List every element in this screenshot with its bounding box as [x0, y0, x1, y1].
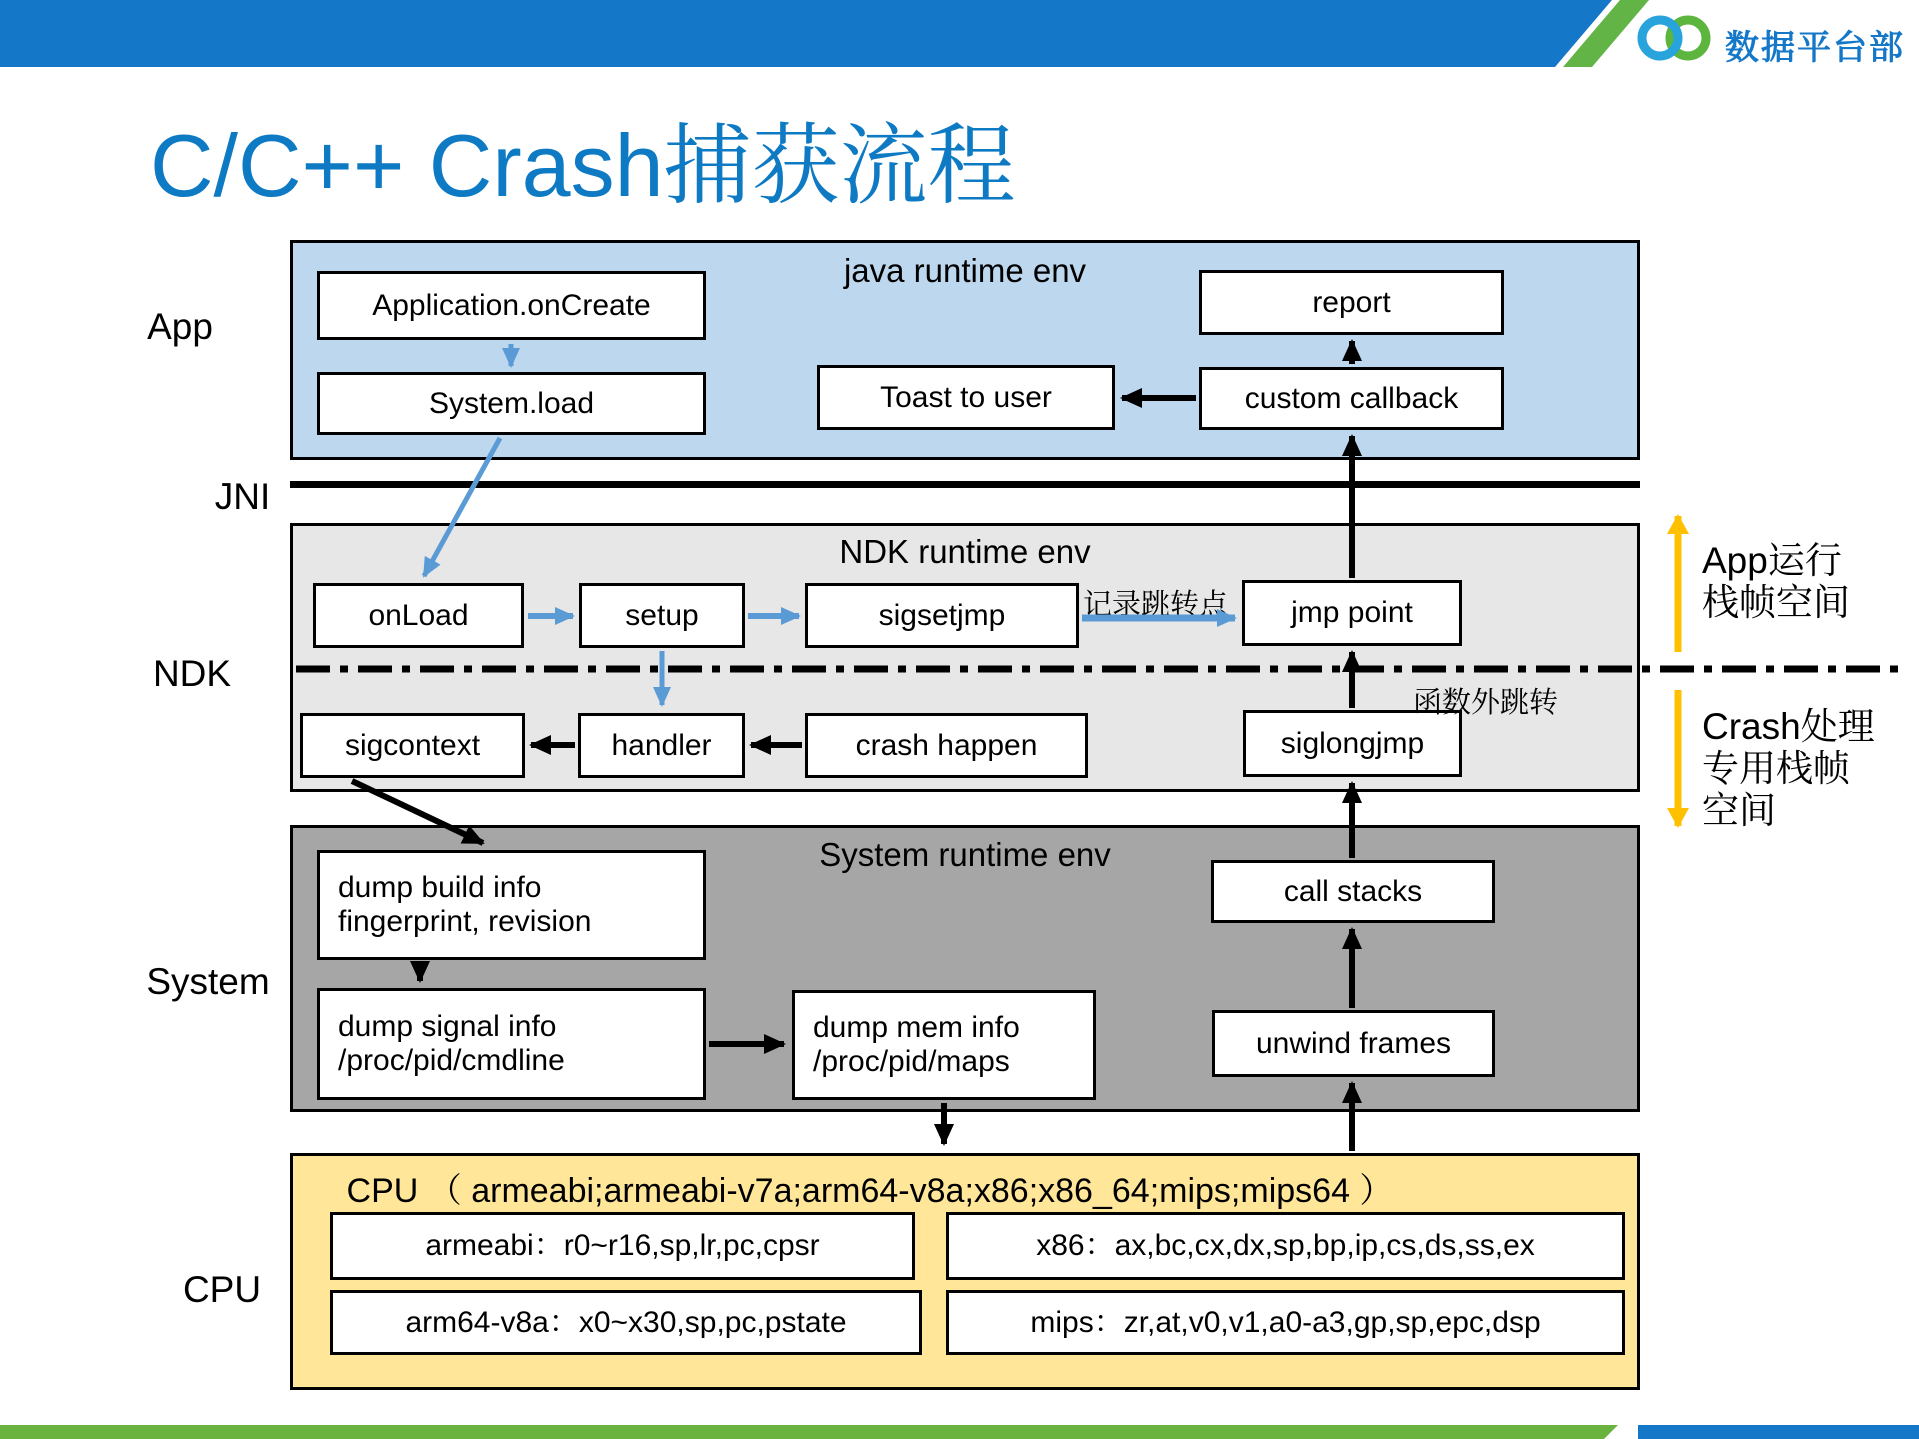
dump-build-line1: dump build info — [338, 871, 542, 905]
dump-signal-line1: dump signal info — [338, 1010, 557, 1044]
layer-label-ndk: NDK — [152, 653, 232, 694]
bottom-banner-green — [0, 1425, 1618, 1439]
jni-boundary-line — [290, 481, 1640, 488]
system-runtime-env-title: System runtime env — [819, 836, 1111, 873]
node-onload: onLoad — [313, 583, 524, 648]
bottom-banner-blue — [1638, 1425, 1919, 1439]
node-dump-mem-info — [792, 990, 1096, 1100]
node-cpu-x86: x86：ax,bc,cx,dx,sp,bp,ip,cs,ds,ss,ex — [946, 1212, 1625, 1280]
node-cpu-mips: mips：zr,at,v0,v1,a0-a3,gp,sp,epc,dsp — [946, 1290, 1625, 1355]
layer-label-cpu: CPU — [182, 1269, 262, 1310]
layer-label-jni: JNI — [214, 476, 271, 517]
record-jump-note: 记录跳转点 — [1083, 589, 1229, 621]
top-banner — [0, 0, 1612, 67]
out-of-function-note: 函数外跳转 — [1413, 687, 1559, 719]
node-report: report — [1199, 270, 1504, 335]
infinity-logo-icon — [1630, 10, 1722, 66]
node-sigsetjmp: sigsetjmp — [805, 583, 1079, 648]
node-custom-callback: custom callback — [1199, 367, 1504, 430]
node-cpu-armeabi: armeabi：r0~r16,sp,lr,pc,cpsr — [330, 1212, 915, 1280]
node-crash-happen: crash happen — [805, 713, 1088, 778]
layer-label-system: System — [146, 961, 270, 1002]
dump-build-line2: fingerprint, revision — [338, 905, 592, 938]
app-stack-note — [1702, 540, 1850, 624]
node-sigcontext: sigcontext — [300, 713, 525, 778]
app-stack-note-line2: 栈帧空间 — [1702, 582, 1850, 623]
crash-stack-note-line3: 空间 — [1702, 790, 1776, 831]
node-setup: setup — [579, 583, 745, 648]
node-unwind-frames: unwind frames — [1212, 1010, 1495, 1077]
node-toast-to-user: Toast to user — [817, 365, 1115, 430]
crash-stack-note — [1702, 706, 1875, 832]
cpu-header: CPU （ armeabi;armeabi-v7a;arm64-v8a;x86;x86_64;mips;mips64 ） — [346, 1172, 1394, 1210]
brand-name: 数据平台部 — [1725, 29, 1905, 67]
node-handler: handler — [578, 713, 745, 778]
node-call-stacks: call stacks — [1211, 860, 1495, 923]
node-application-oncreate: Application.onCreate — [317, 271, 706, 340]
dump-mem-line1: dump mem info — [813, 1011, 1020, 1045]
node-dump-build-info — [317, 850, 706, 960]
layer-label-app: App — [147, 306, 213, 347]
node-jmp-point: jmp point — [1242, 580, 1462, 646]
crash-stack-note-line1: Crash处理 — [1702, 706, 1875, 747]
node-system-load: System.load — [317, 372, 706, 435]
java-runtime-env-title: java runtime env — [843, 252, 1087, 289]
crash-stack-note-line2: 专用栈帧 — [1702, 748, 1850, 789]
ndk-runtime-env-title: NDK runtime env — [839, 533, 1091, 570]
page-title: C/C++ Crash捕获流程 — [150, 116, 1016, 215]
node-cpu-arm64: arm64-v8a：x0~x30,sp,pc,pstate — [330, 1290, 922, 1355]
node-dump-signal-info — [317, 988, 706, 1100]
dump-signal-line2: /proc/pid/cmdline — [338, 1044, 565, 1077]
app-stack-note-line1: App运行 — [1702, 540, 1842, 581]
node-siglongjmp: siglongjmp — [1243, 710, 1462, 777]
dump-mem-line2: /proc/pid/maps — [813, 1045, 1010, 1078]
